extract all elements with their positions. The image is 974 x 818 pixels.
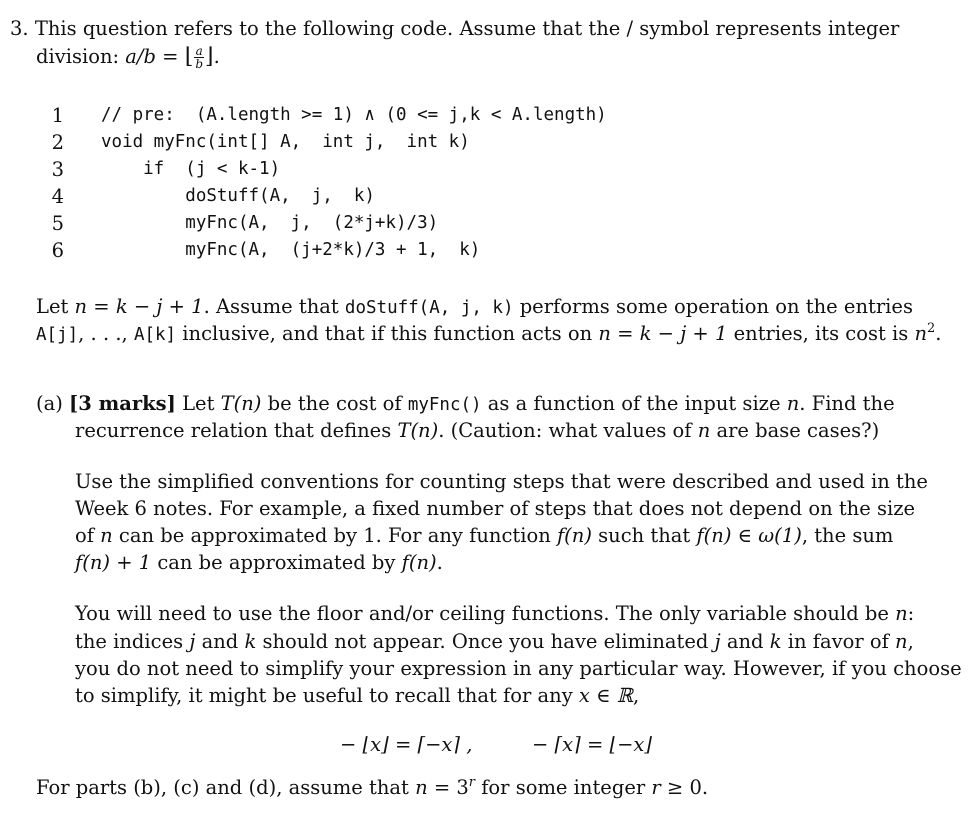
floor-ceiling-identity-2: − ⌈x⌉ = ⌊−x⌋ (532, 733, 653, 756)
code-line (0, 183, 974, 210)
floor-text: the indices (75, 630, 190, 653)
floor-ceiling-line4 (75, 682, 639, 709)
floor-text: You will need to use the floor and/or ceiling functions. The only variable should be (75, 602, 896, 625)
code-text: void myFnc(int[] A, int j, int k) (101, 132, 470, 152)
code-text: doStuff(A, j, k) (101, 186, 375, 206)
T-of-n: T(n) (220, 392, 262, 415)
x-in-reals: x ∈ ℝ (578, 684, 633, 707)
conventions-text: such that (591, 524, 697, 547)
intro-line1: This question refers to the following code. Assume that the / symbol represents integer (34, 17, 900, 40)
exponent-r: r (468, 775, 476, 790)
conventions-line3 (75, 522, 893, 549)
fraction-numerator: a (195, 44, 203, 58)
math-n: n (697, 419, 711, 442)
setup-text: inclusive, and that if this function acts on (176, 322, 599, 345)
code-text: myFnc(A, (j+2*k)/3 + 1, k) (101, 240, 481, 260)
closing-text: For parts (b), (c) and (d), assume that (36, 776, 416, 799)
conventions-line1: Use the simplified conventions for counting steps that were described and used in the (75, 470, 928, 493)
code-line (0, 210, 974, 237)
part-a-text: are base cases?) (710, 419, 880, 442)
setup-line2 (36, 320, 942, 349)
math-n: n (895, 602, 908, 625)
floor-text: : (907, 602, 915, 625)
part-a-line1 (36, 390, 895, 419)
code-line (0, 102, 974, 129)
part-a-text: . (Caution: what values of (438, 419, 698, 442)
n-definition: n = k − j + 1 (74, 295, 204, 318)
setup-text: entries, its cost is (727, 322, 915, 345)
math-n: n (100, 524, 113, 547)
floor-ceiling-identity-1: − ⌊x⌋ = ⌈−x⌉ , (340, 733, 473, 756)
math-n: n (786, 392, 800, 415)
array-entry-j: A[j] (36, 325, 79, 345)
myfnc-code: myFnc() (407, 395, 482, 415)
floor-ceiling-line3: you do not need to simplify your expression in any particular way. However, if you choose (75, 657, 962, 680)
floor-text: and (195, 630, 245, 653)
setup-text: . (935, 322, 942, 345)
floor-ceiling-line1 (75, 600, 914, 627)
math-j: j (189, 630, 196, 653)
setup-text: performs some operation on the entries (513, 295, 913, 318)
question-intro (10, 15, 899, 42)
math-k: k (769, 630, 782, 653)
part-a-text: be the cost of (261, 392, 408, 415)
dostuff-code: doStuff(A, j, k) (344, 298, 514, 318)
intro-line2: division: a/b = ⌊ $\frac{a}{b}$ ⌋. (36, 44, 220, 71)
intro-formula-lhs: a/b = (125, 45, 185, 68)
part-a-label: (a) (36, 392, 63, 415)
line-number: 2 (51, 131, 64, 154)
conventions-line4 (75, 549, 443, 576)
floor-text: , (907, 630, 914, 653)
part-a-text: Let (175, 392, 221, 415)
conventions-text: can be approximated by 1. For any function (112, 524, 557, 547)
line-number: 3 (51, 158, 64, 181)
closing-text: for some integer (475, 776, 652, 799)
closing-text: ≥ 0. (660, 776, 709, 799)
line-number: 6 (51, 239, 64, 262)
line-number: 1 (51, 104, 64, 127)
floor-text: , (632, 684, 640, 707)
question-number: 3. (10, 17, 29, 40)
math-j: j (714, 630, 721, 653)
floor-text: in favor of (781, 630, 895, 653)
T-of-n: T(n) (397, 419, 439, 442)
cost-n: n (914, 322, 928, 345)
part-a-text: recurrence relation that defines (75, 419, 398, 442)
part-a-text: as a function of the input size (481, 392, 787, 415)
code-line (0, 156, 974, 183)
code-text: myFnc(A, j, (2*j+k)/3) (101, 213, 439, 233)
closing-text: = 3 (427, 776, 469, 799)
array-entry-k: A[k] (133, 325, 177, 345)
code-text: // pre: (A.length >= 1) ∧ (0 <= j,k < A.length) (101, 105, 607, 125)
f-in-omega-1: f(n) ∈ ω(1) (696, 524, 802, 547)
setup-line1 (36, 293, 913, 322)
n-expression: n = k − j + 1 (598, 322, 728, 345)
part-a-line2 (75, 417, 879, 444)
math-n: n (895, 630, 908, 653)
setup-text: , . . ., (78, 322, 134, 345)
math-k: k (244, 630, 257, 653)
code-line (0, 237, 974, 264)
conventions-line2: Week 6 notes. For example, a fixed number of steps that does not depend on the size (75, 497, 916, 520)
conventions-text: can be approximated by (151, 551, 402, 574)
floor-left-bracket: ⌊ (184, 44, 194, 69)
conventions-text: . (436, 551, 443, 574)
cost-exponent: 2 (927, 321, 936, 336)
part-a-marks: [3 marks] (69, 392, 176, 415)
f-plus-one: f(n) + 1 (75, 551, 152, 574)
floor-text: and (720, 630, 770, 653)
f-of-n: f(n) (401, 551, 437, 574)
floor-text: should not appear. Once you have eliminated (256, 630, 715, 653)
intro-line2-prefix: division: (36, 45, 126, 68)
floor-right-bracket: ⌋ (205, 44, 214, 69)
fraction-denominator: b (195, 57, 203, 71)
setup-text: . Assume that (203, 295, 345, 318)
math-r: r (651, 776, 661, 799)
fraction-a-over-b (194, 45, 204, 70)
code-text: if (j < k-1) (101, 159, 281, 179)
conventions-text: of (75, 524, 101, 547)
f-of-n: f(n) (556, 524, 592, 547)
math-n: n (415, 776, 428, 799)
line-number: 4 (51, 185, 64, 208)
closing-line (36, 774, 708, 801)
floor-ceiling-line2 (75, 628, 914, 655)
floor-text: to simplify, it might be useful to recall that for any (75, 684, 579, 707)
line-number: 5 (51, 212, 64, 235)
part-a-text: . Find the (799, 392, 895, 415)
setup-text: Let (36, 295, 75, 318)
code-line (0, 129, 974, 156)
conventions-text: , the sum (801, 524, 894, 547)
